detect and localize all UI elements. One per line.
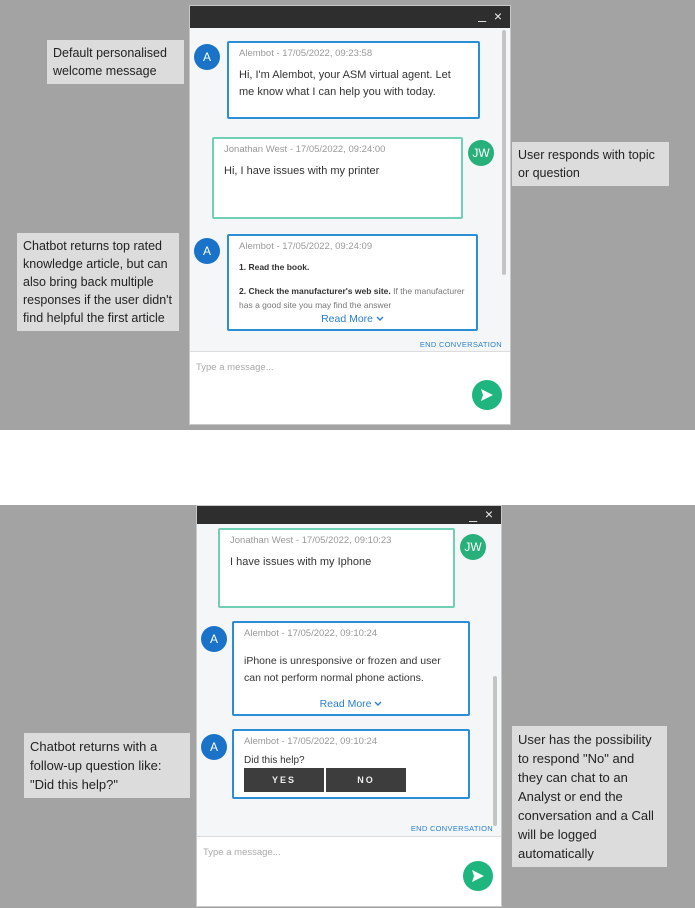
message-meta: Alembot - 17/05/2022, 09:23:58 — [239, 48, 373, 59]
read-more-link[interactable]: Read More — [234, 698, 468, 710]
end-conversation-link[interactable]: END CONVERSATION — [410, 824, 493, 833]
end-conversation-link[interactable]: END CONVERSATION — [419, 340, 502, 349]
close-button[interactable]: × — [484, 506, 493, 522]
bot-avatar: A — [194, 238, 220, 264]
minimize-button[interactable]: _ — [478, 6, 486, 22]
yes-button[interactable]: YES — [244, 768, 324, 792]
callout-user-responds: User responds with topic or question — [512, 142, 669, 186]
user-avatar: JW — [460, 534, 486, 560]
message-text: iPhone is unresponsive or frozen and user can not perform normal phone actions. — [244, 655, 441, 684]
message-text: I have issues with my Iphone — [230, 556, 372, 568]
message-input[interactable] — [203, 847, 443, 858]
no-button[interactable]: NO — [326, 768, 406, 792]
bot-avatar: A — [201, 734, 227, 760]
message-text: Hi, I'm Alembot, your ASM virtual agent. Let me know what I can help you with today. — [239, 69, 451, 98]
chat-window — [196, 505, 502, 907]
message-composer — [197, 836, 501, 906]
callout-welcome-message: Default personalised welcome message — [47, 40, 184, 84]
message-text: Did this help? — [244, 755, 305, 766]
send-button[interactable] — [472, 380, 502, 410]
bot-avatar: A — [201, 626, 227, 652]
callout-follow-up-question: Chatbot returns with a follow-up question like: "Did this help?" — [24, 733, 190, 798]
chat-window — [189, 5, 511, 425]
knowledge-article-bubble — [227, 234, 478, 331]
chevron-down-icon — [374, 698, 382, 710]
message-text: Hi, I have issues with my printer — [224, 165, 380, 177]
message-composer — [190, 351, 510, 424]
user-avatar: JW — [468, 140, 494, 166]
article-step-2: 2. Check the manufacturer's web site. If the manufacturer has a good site you may find the answer — [239, 286, 465, 310]
read-more-link[interactable]: Read More — [229, 313, 476, 325]
user-message-bubble — [212, 137, 463, 219]
message-meta: Alembot - 17/05/2022, 09:24:09 — [239, 241, 373, 252]
user-message-bubble — [218, 528, 455, 608]
callout-respond-no: User has the possibility to respond "No" and they can chat to an Analyst or end the conversation and a Call will be logged automatically — [512, 726, 667, 867]
follow-up-bubble — [232, 729, 470, 799]
minimize-button[interactable]: _ — [469, 506, 477, 522]
message-meta: Alembot - 17/05/2022, 09:10:24 — [244, 736, 378, 747]
bot-message-bubble — [232, 621, 470, 716]
message-input[interactable] — [196, 362, 436, 373]
message-meta: Alembot - 17/05/2022, 09:10:24 — [244, 628, 378, 639]
chat-title-bar — [190, 6, 510, 28]
chat-title-bar — [197, 506, 501, 524]
article-step-1: 1. Read the book. — [239, 262, 310, 272]
screenshot-panel-1 — [0, 0, 695, 430]
close-button[interactable]: × — [493, 8, 502, 24]
bot-avatar: A — [194, 44, 220, 70]
callout-knowledge-article: Chatbot returns top rated knowledge article, but can also bring back multiple responses if the user didn't find helpful the first article — [17, 233, 179, 331]
chevron-down-icon — [376, 313, 384, 325]
screenshot-panel-2 — [0, 505, 695, 908]
scrollbar[interactable] — [493, 676, 497, 826]
message-meta: Jonathan West - 17/05/2022, 09:24:00 — [224, 144, 386, 155]
scrollbar[interactable] — [502, 30, 506, 275]
send-button[interactable] — [463, 861, 493, 891]
bot-message-bubble — [227, 41, 480, 119]
message-meta: Jonathan West - 17/05/2022, 09:10:23 — [230, 535, 392, 546]
